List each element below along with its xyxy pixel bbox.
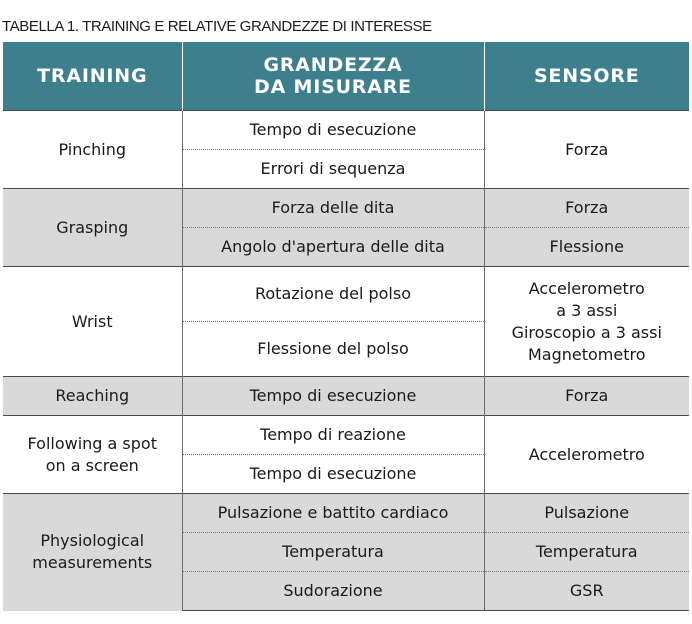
training-line: measurements bbox=[32, 553, 153, 573]
header-grandezza-line2: DA MISURARE bbox=[254, 76, 412, 98]
sensor-cell: Flessione bbox=[484, 228, 689, 267]
training-cell bbox=[3, 494, 182, 611]
quantity-cell: Forza delle dita bbox=[182, 189, 484, 228]
sensor-cell: Forza bbox=[484, 189, 689, 228]
sensor-line: Giroscopio a 3 assi bbox=[511, 322, 662, 342]
table-row bbox=[3, 377, 689, 416]
quantity-cell: Tempo di esecuzione bbox=[182, 455, 484, 494]
header-sensore: SENSORE bbox=[484, 42, 689, 111]
table-row bbox=[3, 111, 689, 150]
table-row bbox=[3, 189, 689, 228]
sensor-cell: Accelerometro bbox=[484, 416, 689, 494]
header-grandezza-line1: GRANDEZZA bbox=[263, 54, 403, 76]
quantity-cell: Sudorazione bbox=[182, 572, 484, 611]
quantity-cell: Angolo d'apertura delle dita bbox=[182, 228, 484, 267]
training-cell: Reaching bbox=[3, 377, 182, 416]
training-line: Physiological bbox=[40, 531, 145, 551]
training-line: Following a spot bbox=[27, 433, 157, 453]
sensor-cell: GSR bbox=[484, 572, 689, 611]
training-cell: Grasping bbox=[3, 189, 182, 267]
quantity-cell: Tempo di esecuzione bbox=[182, 377, 484, 416]
quantity-cell: Rotazione del polso bbox=[182, 267, 484, 322]
training-cell: Pinching bbox=[3, 111, 182, 189]
training-cell bbox=[3, 416, 182, 494]
training-line: on a screen bbox=[45, 455, 139, 475]
quantity-cell: Temperatura bbox=[182, 533, 484, 572]
sensor-cell: Temperatura bbox=[484, 533, 689, 572]
training-table bbox=[3, 42, 689, 611]
table-row bbox=[3, 494, 689, 533]
sensor-line: a 3 assi bbox=[556, 300, 618, 320]
sensor-line: Accelerometro bbox=[528, 278, 645, 298]
table-caption: TABELLA 1. TRAINING E RELATIVE GRANDEZZE DI INTERESSE bbox=[2, 18, 432, 35]
table-row bbox=[3, 267, 689, 322]
quantity-cell: Tempo di esecuzione bbox=[182, 111, 484, 150]
quantity-cell: Tempo di reazione bbox=[182, 416, 484, 455]
quantity-cell: Errori di sequenza bbox=[182, 150, 484, 189]
sensor-cell bbox=[484, 267, 689, 377]
header-grandezza bbox=[182, 42, 484, 111]
training-cell: Wrist bbox=[3, 267, 182, 377]
header-row bbox=[3, 42, 689, 111]
sensor-cell: Forza bbox=[484, 377, 689, 416]
table-row bbox=[3, 416, 689, 455]
sensor-line: Magnetometro bbox=[527, 344, 646, 364]
quantity-cell: Pulsazione e battito cardiaco bbox=[182, 494, 484, 533]
sensor-cell: Forza bbox=[484, 111, 689, 189]
quantity-cell: Flessione del polso bbox=[182, 322, 484, 377]
sensor-cell: Pulsazione bbox=[484, 494, 689, 533]
header-training: TRAINING bbox=[3, 42, 182, 111]
